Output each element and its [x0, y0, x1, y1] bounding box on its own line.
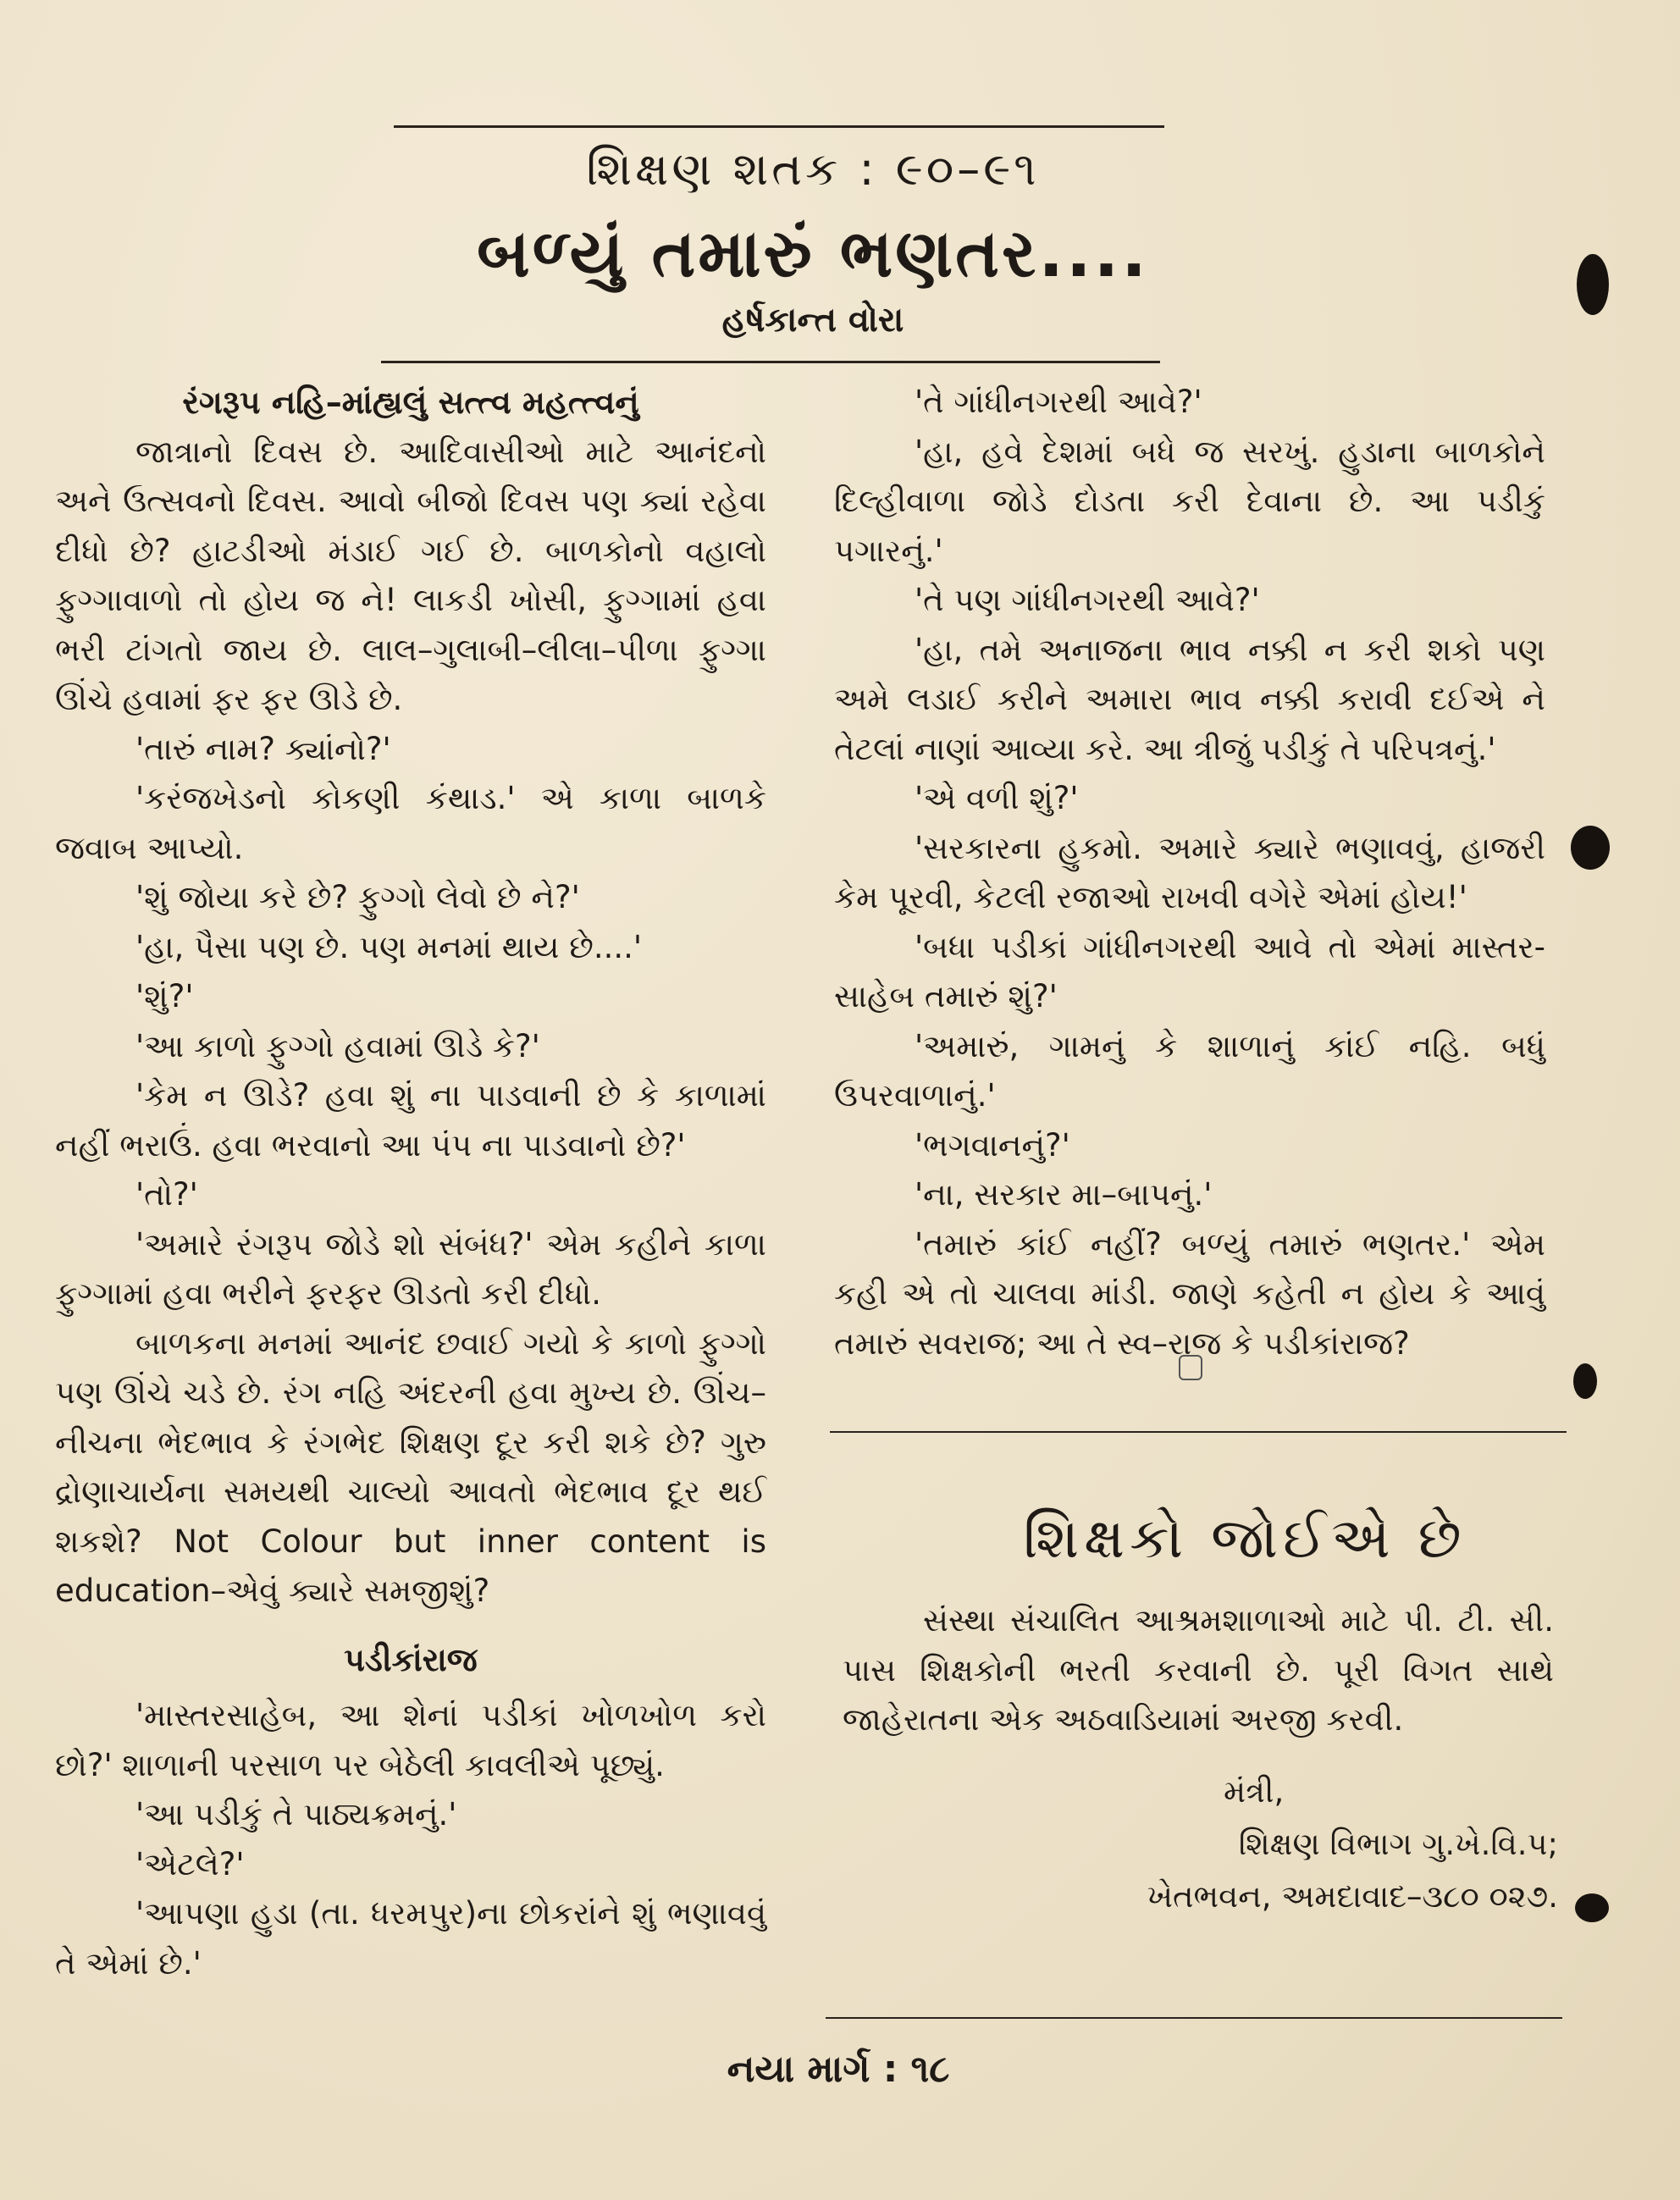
paragraph: 'કેમ ન ઊડે? હવા શું ના પાડવાની છે કે કાળામાં નહીં ભરાઉં. હવા ભરવાનો આ પંપ ના પાડવાનો છે?': [55, 1077, 766, 1164]
paragraph: જાત્રાનો દિવસ છે. આદિવાસીઓ માટે આનંદનો અને ઉત્સવનો દિવસ. આવો બીજો દિવસ પણ ક્યાં રહેવા દીધો છે? હાટડીઓ મંડાઈ ગઈ છે. બાળકોનો વહાલો ફુગ્ગાવાળો તો હોય જ ને! લાકડી ખોસી, ફુગ્ગામાં હવા ભરી ટાંગતો જાય છે. લાલ–ગુલાબી–લીલા–પીળા ફુગ્ગા ઊંચે હવામાં ફર ફર ઊડે છે.: [55, 433, 766, 717]
paper-hole-icon: [1577, 254, 1609, 315]
paragraph: 'બધા પડીકાં ગાંધીનગરથી આવે તો એમાં માસ્તર-સાહેબ તમારું શું?': [834, 928, 1545, 1014]
series-line: શિક્ષણ શતક : ૯૦–૯૧: [586, 142, 1040, 196]
paragraph: 'હા, પૈસા પણ છે. પણ મનમાં થાય છે....': [135, 928, 643, 965]
author-name: હર્ષકાન્ત વોરા: [721, 301, 904, 340]
paragraph: બાળકના મનમાં આનંદ છવાઈ ગયો કે કાળો ફુગ્ગો પણ ઊંચે ચડે છે. રંગ નહિ અંદરની હવા મુખ્ય છે. ઊંચ–નીચના ભેદભાવ કે રંગભેદ શિક્ષણ દૂર કરી શકે છે? ગુરુ દ્રોણાચાર્યના સમયથી ચાલ્યો આવતો ભેદભાવ દૂર થઈ શકશે? Not Colour but inner content is education–એવું ક્યારે સમજીશું?: [55, 1324, 766, 1609]
paragraph: 'હા, હવે દેશમાં બધે જ સરખું. હુડાના બાળકોને દિલ્હીવાળા જોડે દોડતા કરી દેવાના છે. આ પડીકું પગારનું.': [834, 433, 1545, 569]
paragraph: 'ના, સરકાર મા–બાપનું.': [915, 1176, 1213, 1213]
title-rule: [381, 361, 1160, 363]
section-heading-padikaraj: પડીકાંરાજ: [344, 1640, 478, 1678]
paragraph: 'આ કાળો ફુગ્ગો હવામાં ઊડે કે?': [135, 1027, 540, 1064]
paper-hole-icon: [1571, 826, 1610, 870]
paragraph: 'કરંજખેડનો કોકણી કંથાડ.' એ કાળા બાળકે જવાબ આપ્યો.: [55, 780, 766, 866]
paper-hole-icon: [1573, 1363, 1597, 1399]
paragraph: 'અમારે રંગરૂપ જોડે શો સંબંધ?' એમ કહીને કાળા ફુગ્ગામાં હવા ભરીને ફરફર ઊડતો કરી દીધો.: [55, 1225, 766, 1312]
paragraph: 'શું?': [135, 978, 194, 1014]
paragraph: 'આપણા હુડા (તા. ધરમપુર)ના છોકરાંને શું ભણાવવું તે એમાં છે.': [55, 1895, 766, 1982]
paragraph: 'શું જોયા કરે છે? ફુગ્ગો લેવો છે ને?': [135, 879, 580, 915]
paragraph: 'તો?': [135, 1176, 198, 1213]
paragraph: 'હા, તમે અનાજના ભાવ નક્કી ન કરી શકો પણ અમે લડાઈ કરીને અમારા ભાવ નક્કી કરાવી દઈએ ને તેટલાં નાણાં આવ્યા કરે. આ ત્રીજું પડીકું તે પરિપત્રનું.': [834, 631, 1545, 767]
top-rule: [394, 125, 1164, 128]
notice-body: સંસ્થા સંચાલિત આશ્રમશાળાઓ માટે પી. ટી. સી. પાસ શિક્ષકોની ભરતી કરવાની છે. પૂરી વિગત સાથે જાહેરાતના એક અઠવાડિયામાં અરજી કરવી.: [843, 1602, 1554, 1738]
article-title: બળ્યું તમારું ભણતર....: [477, 216, 1149, 292]
page-footer: નયા માર્ગ : ૧૮: [727, 2048, 950, 2091]
left-column: [55, 378, 766, 1988]
paragraph: 'ભગવાનનું?': [915, 1126, 1070, 1164]
paragraph: 'એટલે?': [135, 1845, 245, 1882]
notice-bottom-rule: [826, 2017, 1562, 2019]
section-heading-rangroop: રંગરૂપ નહિ–માંહ્યલું સત્ત્વ મહત્ત્વનું: [182, 384, 639, 421]
paragraph: 'અમારું, ગામનું કે શાળાનું કાંઈ નહિ. બધું ઉપરવાળાનું.': [834, 1027, 1545, 1114]
paragraph: 'તે પણ ગાંધીનગરથી આવે?': [915, 582, 1260, 618]
paragraph: 'તમારું કાંઈ નહીં? બળ્યું તમારું ભણતર.' એમ કહી એ તો ચાલવા માંડી. જાણે કહેતી ન હોય કે આવું તમારું સવરાજ; આ તે સ્વ–રાજ કે પડીકાંરાજ?: [834, 1225, 1545, 1362]
notice-title: શિક્ષકો જોઈએ છે: [1023, 1506, 1467, 1571]
paragraph: 'માસ્તરસાહેબ, આ શેનાં પડીકાં ખોળખોળ કરો છો?' શાળાની પરસાળ પર બેઠેલી કાવલીએ પૂછ્યું.: [55, 1697, 766, 1783]
notice-signature: [931, 1766, 1558, 1923]
paragraph: 'એ વળી શું?': [915, 780, 1079, 816]
paragraph: 'સરકારના હુકમો. અમારે ક્યારે ભણાવવું, હાજરી કેમ પૂરવી, કેટલી રજાઓ રાખવી વગેરે એમાં હોય!': [834, 829, 1545, 915]
end-mark-icon: [1179, 1355, 1202, 1380]
paragraph: 'તે ગાંધીનગરથી આવે?': [915, 384, 1202, 420]
notice-top-rule: [830, 1431, 1567, 1433]
department: શિક્ષણ વિભાગ ગુ.ખે.વિ.પ;: [1238, 1826, 1558, 1862]
paragraph: 'તારું નામ? ક્યાંનો?': [135, 730, 391, 767]
address: ખેતભવન, અમદાવાદ–૩૮૦ ૦૨૭.: [1147, 1878, 1558, 1915]
signatory: મંત્રી,: [1224, 1773, 1285, 1810]
paragraph: 'આ પડીકું તે પાઠ્યક્રમનું.': [135, 1796, 457, 1832]
right-column: [834, 378, 1545, 1368]
paper-hole-icon: [1575, 1893, 1609, 1922]
